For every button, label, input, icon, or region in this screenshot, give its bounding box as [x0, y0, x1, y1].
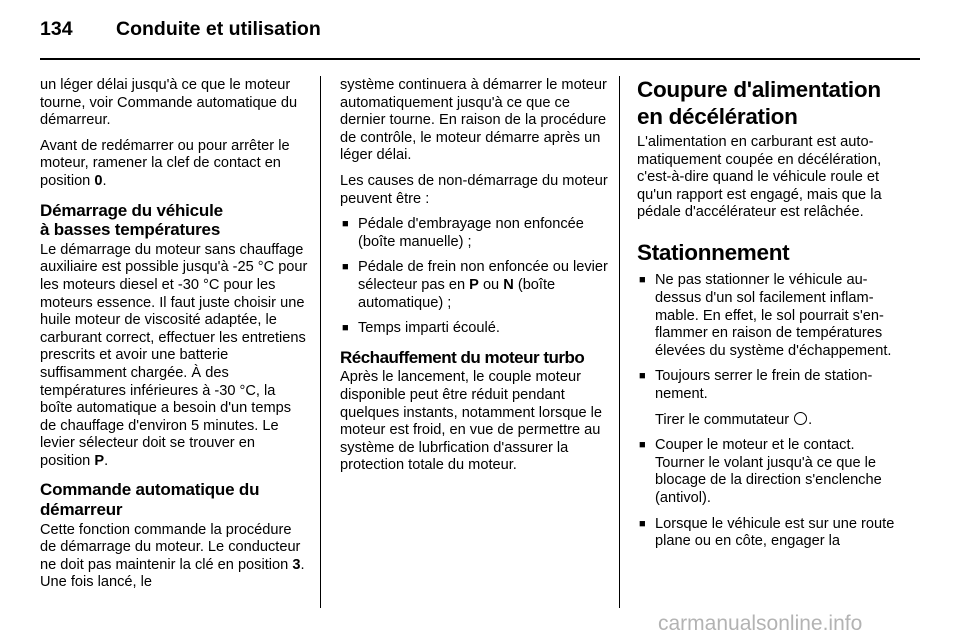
chapter-title: Conduite et utilisation — [116, 18, 321, 40]
bullet-square-icon: ■ — [342, 218, 349, 231]
column-divider-right — [619, 76, 620, 608]
list-item: ■ Temps imparti écoulé. — [342, 320, 500, 337]
list-item: ■ Ne pas stationner le véhicule au-dessus d'un sol facilement inflammable. En effet, le sol pourrait s'enflammer en raison de températures élevées du système d'échappement. — [639, 272, 892, 359]
section-heading-turbo: Réchauffement du moteur turbo — [340, 347, 585, 367]
page-number: 134 — [40, 18, 73, 40]
list-item: ■ Toujours serrer le frein de stationnement. Tirer le commutateur . — [637, 368, 905, 429]
list-item: ■ Lorsque le véhicule est sur une route plane ou en côte, engager la — [639, 515, 895, 550]
page-header — [40, 18, 920, 48]
paragraph: Les causes de non-démarrage du moteur peuvent être : — [340, 172, 608, 207]
column-3 — [637, 77, 905, 559]
paragraph: L'alimentation en carburant est automatiquement coupée en décélération, c'est-à-dire quand le véhicule roule et qu'un rapport est engagé, mais que la pédale d'accélérateur est relâchée. — [637, 134, 882, 221]
bullet-square-icon: ■ — [639, 274, 646, 287]
section-heading-cold-start: Démarrage du véhicule à basses températures — [40, 200, 223, 240]
bullet-square-icon: ■ — [639, 517, 646, 530]
cause-list — [340, 216, 610, 338]
bullet-square-icon: ■ — [639, 439, 646, 452]
section-heading-auto-starter: Commande automatique du démarreur — [40, 480, 260, 520]
list-item: ■ Pédale de frein non enfoncée ou levier sélecteur pas en P ou N (boîte automatique) ; — [342, 259, 608, 311]
list-item: ■ Pédale d'embrayage non enfoncée (boîte manuelle) ; — [342, 216, 584, 250]
bullet-square-icon: ■ — [639, 370, 646, 383]
list-item: ■ Couper le moteur et le contact. Tourner le volant jusqu'à ce que le blocage de la direction s'enclenche (antivol). — [639, 437, 882, 506]
paragraph: Après le lancement, le couple moteur disponible peut être réduit pendant quelques instants, notamment lorsque le moteur est froid, en vue de permettre au système de lubrfication d'assurer la protection totale du moteur. — [340, 369, 603, 474]
paragraph: Avant de redémarrer ou pour arrêter le moteur, ramener la clef de contact en position 0. — [40, 137, 290, 189]
paragraph: Le démarrage du moteur sans chauffage auxiliaire est possible jusqu'à -25 °C pour les moteurs diesel et -30 °C pour les moteurs essence. Il faut juste choisir une huile moteur de viscosité adaptée, le carburant correct, effectuer les entretiens prescrits et avoir une batterie suffisamment chargée. À des températures inférieures à -30 °C, la boîte automatique a besoin d'un temps de chauffage d'environ 5 minutes. Le levier sélecteur doit se trouver en position P. — [40, 241, 308, 469]
column-divider-left — [320, 76, 321, 608]
paragraph: système continuera à démarrer le moteur automatiquement jusqu'à ce que ce dernier tourne. En raison de la procédure de contrôle, le moteur démarre après un léger délai. — [340, 77, 607, 164]
watermark-text: carmanualsonline.info — [658, 612, 863, 635]
parking-list — [637, 272, 905, 550]
section-heading-fuel-cutoff: Coupure d'alimentation en décélération — [637, 77, 881, 129]
list-item-subtext: Tirer le commutateur . — [655, 411, 813, 428]
paragraph: Cette fonction commande la procédure de démarrage du moteur. Le conducteur ne doit pas maintenir la clé en position 3. Une fois lancé, le — [40, 521, 305, 591]
header-rule — [40, 58, 920, 60]
paragraph: un léger délai jusqu'à ce que le moteur tourne, voir Commande automatique du démarreur. — [40, 77, 298, 129]
column-1 — [40, 77, 308, 600]
column-2 — [340, 77, 610, 483]
section-heading-parking: Stationnement — [637, 239, 790, 265]
bullet-square-icon: ■ — [342, 322, 349, 335]
parking-brake-icon — [794, 412, 807, 425]
bullet-square-icon: ■ — [342, 261, 349, 274]
